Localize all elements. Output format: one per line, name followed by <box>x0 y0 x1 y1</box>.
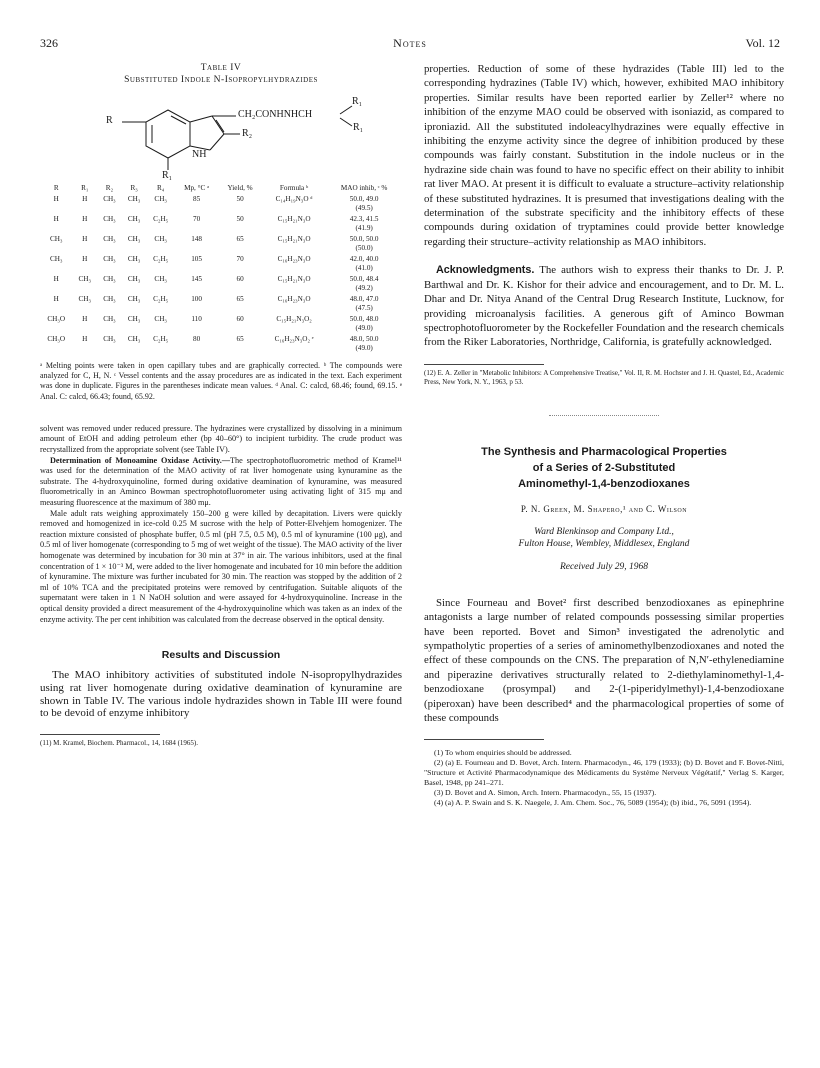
table-cell: CH₃ <box>127 255 141 263</box>
reference-item: (2) (a) E. Fourneau and D. Bovet, Arch. Intern. Pharmacodyn., 46, 179 (1933); (b) D. Bovet and F. Bovet-Nitti, "Structure et Activité Pharmacodynamique des Médicaments du Système Nerveux Végétatif," Verlag S. Karger, Basel, 1948, pp 241–271. <box>424 758 784 788</box>
table-cell: CH₃ <box>49 235 63 243</box>
table-cell: 145 <box>191 275 202 283</box>
reference-list <box>424 748 784 808</box>
page-number: 326 <box>40 36 58 50</box>
structure-r1-bottom-label: R₁ <box>162 170 173 181</box>
body-paragraph: Since Fourneau and Bovet² first described benzodioxanes as epinephrine antagonists a large number of related compounds possessing similar properties have been reported. Bovet and Simon³ investigated the adrenolytic and sympatholytic properties of a series of aminomethylbenzodioxanes and noted the effect of these compounds on the CNS. The preparation of N,N′-ethylenediamine and piperazine derivatives structurally related to 2-diethylaminomethyl-1,4-benzodioxane (prosympal) and 2-(1-piperidylmethyl)-1,4-benzodioxane (piperoxan) have been described⁴ and the pharmacological properties of some of these compounds <box>424 596 784 724</box>
data-table <box>40 184 402 353</box>
table-cell: C₂H₅ <box>153 295 169 303</box>
table-cell: 148 <box>191 235 202 243</box>
table-cell: CH₃ <box>103 315 116 323</box>
inhibition-values: 50.0, 48.4 <box>349 275 379 283</box>
right-column <box>424 62 784 808</box>
acknowledgments-paragraph <box>424 263 784 349</box>
structure-r1-right-label: R₁ <box>353 122 364 133</box>
subsection-heading: Determination of Monoamine Oxidase Activity.— <box>50 455 231 465</box>
chemical-structure <box>40 90 402 182</box>
inhibition-values: 48.0, 50.0 <box>349 335 379 343</box>
table-cell: 110 <box>191 315 202 323</box>
author-affiliation <box>424 526 784 550</box>
table-cell: H <box>82 215 88 223</box>
table-row <box>40 313 402 333</box>
section-heading: Results and Discussion <box>161 649 281 662</box>
indole-structure-diagram <box>40 90 402 182</box>
inhibition-mean: (49.0) <box>355 324 373 332</box>
table-cell: 70 <box>192 215 201 223</box>
table-cell <box>326 333 402 353</box>
table-cell: C₁₆H₂₃N₃O₂ ᵉ <box>274 335 314 343</box>
left-column <box>40 62 402 748</box>
table-cell: H <box>53 275 59 283</box>
inhibition-mean: (50.0) <box>355 244 373 252</box>
table-cell <box>326 233 402 253</box>
table-cell: CH₃ <box>154 315 167 323</box>
article-divider <box>549 415 659 416</box>
table-cell: C₂H₅ <box>153 335 169 343</box>
table-cell: CH₃ <box>78 295 92 303</box>
table-cell: 50 <box>236 215 244 223</box>
table-cell: C₁₆H₂₃N₃O <box>277 295 311 303</box>
structure-nh-label: NH <box>192 149 207 160</box>
footnote-rule <box>40 734 160 735</box>
table-cell: 70 <box>236 255 244 263</box>
table-footnotes: ᵃ Melting points were taken in open capillary tubes and are graphically corrected. ᵇ The compounds were analyzed for C, H, N. ᶜ Vessel contents and the assay procedures are as indicated in the text. Each experiment was done in duplicate. Figures in the parentheses indicate mean values. ᵈ Anal. C: calcd, 68.46; found, 69.15. ᵉ Anal. C: calcd, 66.43; found, 65.92. <box>40 361 402 401</box>
table-row <box>40 213 402 233</box>
table-cell: C₁₆H₂₃N₃O <box>277 255 311 263</box>
table-cell: CH₃ <box>127 195 141 203</box>
table-cell: CH₃O <box>47 315 66 323</box>
body-paragraph: properties. Reduction of some of these hydrazides (Table III) led to the corresponding hydrazines (Table IV) which, however, exhibited MAO inhibitory properties. Similar results have been reported earlier by Zeller¹² where no inhibition of the enzyme MAO could be observed with isoniazid, as compared to iproniazid. All the substituted indoleacylhydrazines were equally effective in inhibiting the enzyme activity since the degree of inhibition produced by these compounds was fairly constant. Substitution in the indole nucleus or in the hydrazine side chain was found to have no specific effect on their ability to inhibit rat liver MAO. At present it is difficult to evaluate a structure–activity relationship of these substituted hydrazines. It is presumed that investigations dealing with the determination of the substrate specificity and the inhibitory effects of these compounds during oxidation of tryptamines could provide better knowledge regarding their structure–activity relationship as MAO inhibitors. <box>424 63 784 248</box>
table-cell: CH₃ <box>154 275 167 283</box>
article-title <box>424 444 784 492</box>
table-cell: H <box>82 335 88 343</box>
table-cell <box>326 273 402 293</box>
reference-item: (3) D. Bovet and A. Simon, Arch. Intern. Pharmacodyn., 55, 15 (1937). <box>434 788 657 798</box>
table-row <box>40 233 402 253</box>
acknowledgments-heading: Acknowledgments. <box>436 264 535 277</box>
reference-item: (4) (a) A. P. Swain and S. K. Naegele, J. Am. Chem. Soc., 76, 5089 (1954); (b) ibid., 76, 5091 (1954). <box>434 798 752 808</box>
received-date: Received July 29, 1968 <box>559 561 649 572</box>
table-header-cell: R₂ <box>105 184 114 192</box>
table-cell: 65 <box>236 295 244 303</box>
inhibition-mean: (41.9) <box>355 224 373 232</box>
table-cell: H <box>53 295 59 303</box>
table-row <box>40 253 402 273</box>
table-header-cell: R₄ <box>157 184 165 192</box>
table-cell: 65 <box>236 235 244 243</box>
inhibition-values: 50.0, 48.0 <box>349 315 379 323</box>
structure-r2-label: R₂ <box>242 128 253 139</box>
table-cell: CH₃ <box>127 275 141 283</box>
table-cell: CH₃ <box>103 215 116 223</box>
article-title-line: Aminomethyl-1,4-benzodioxanes <box>518 477 690 490</box>
table-header-cell: Mp, °C ᵃ <box>184 184 210 192</box>
table-cell: C₁₅H₂₁N₃O <box>277 215 311 223</box>
table-cell: H <box>53 195 59 203</box>
table-cell: 85 <box>192 195 201 203</box>
table-cell: CH₃ <box>127 215 141 223</box>
table-cell: CH₃ <box>78 275 92 283</box>
structure-r-label: R <box>106 115 113 126</box>
table-cell: CH₃ <box>103 235 116 243</box>
table-cell <box>326 293 402 313</box>
inhibition-values: 48.0, 47.0 <box>349 295 379 303</box>
body-paragraph <box>40 456 402 509</box>
inhibition-mean: (41.0) <box>355 264 373 272</box>
table-cell: CH₃O <box>47 335 66 343</box>
inhibition-mean: (49.0) <box>355 344 373 352</box>
table-header-cell: Formula ᵇ <box>279 184 309 192</box>
table-row <box>40 273 402 293</box>
table-header-cell: R₃ <box>130 184 138 192</box>
reference-footnote: (12) E. A. Zeller in "Metabolic Inhibitors: A Comprehensive Treatise," Vol. II, R. M. Hochster and J. H. Quastel, Ed., Academic Press, New York, N. Y., 1963, p 53. <box>424 368 784 386</box>
inhibition-values: 42.3, 41.5 <box>349 215 379 223</box>
table-cell: CH₃ <box>127 295 141 303</box>
article-title-line: of a Series of 2-Substituted <box>532 461 676 474</box>
body-paragraph: solvent was removed under reduced pressure. The hydrazines were crystallized by dissolving in a minimum amount of EtOH and adding petroleum ether (bp 40–60°) to incipient turbidity. The crude product was recrystallized from the appropriate solvent (see Table IV). <box>40 423 402 454</box>
table-cell: 105 <box>191 255 202 263</box>
affiliation-line: Fulton House, Wembley, Middlesex, England <box>518 538 690 549</box>
table-cell: C₂H₅ <box>153 255 169 263</box>
table-cell: CH₃ <box>103 295 116 303</box>
body-paragraph: The MAO inhibitory activities of substituted indole N-isopropylhydrazides using rat liver homogenate during oxidative deamination of kynuramine are shown in Table IV. The various indole hydrazides shown in Table III were found to be devoid of enzyme inhibitory <box>40 669 402 720</box>
volume-label: Vol. 12 <box>745 36 780 50</box>
body-paragraph: Male adult rats weighing approximately 150–200 g were killed by decapitation. Livers were quickly removed and homogenized in ice-cold 0.25 M sucrose with the help of Potter-Elvehjem homogenizer. The reaction mixture consisted of phosphate buffer, 0.5 ml (pH 7.5, 0.5 M), 0.5 ml of kynuramine (100 μg), and 0.5 ml of liver homogenate (corresponding to 5 mg of wet weight of the tissue). The MAO activity of the liver homogenate was determined by incubation for 30 min at 37° in air. The various inhibitors, used at the final concentration of 1 × 10⁻³ M, were added to the liver homogenate and incubated for 10 min before the addition of kynuramine. The mixture was further incubated for 30 min. The reaction was stopped by the addition of 2 ml of 10% TCA and the precipitated proteins were removed by centrifugation. Suitable aliquots of the supernatant were taken in 1 N NaOH solution and were assayed for 4-hydroxyquinoline. Increase in the optical density provided a direct measurement of the 4-hydroxyquinoline which was taken as an index of the enzyme activity. The per cent inhibition was calculated from the decrease observed in the optical density. <box>40 508 402 624</box>
table-cell: H <box>82 195 88 203</box>
table-header-cell: MAO inhib, ᶜ % <box>340 184 388 192</box>
table-cell: CH₃ <box>103 275 116 283</box>
inhibition-mean: (49.2) <box>355 284 373 292</box>
running-header <box>40 36 780 52</box>
table-caption <box>40 62 402 86</box>
table-cell: CH₃ <box>127 235 141 243</box>
footnote-rule <box>424 364 544 365</box>
table-title: Substituted Indole N-Isopropylhydrazides <box>124 75 318 85</box>
affiliation-line: Ward Blenkinsop and Company Ltd., <box>534 526 674 537</box>
table-header-cell: Yield, % <box>227 184 253 192</box>
table-cell: CH₃ <box>103 195 116 203</box>
table-cell: C₁₅H₂₁N₃O₂ <box>276 315 312 323</box>
table-cell <box>326 193 402 213</box>
table-cell: 60 <box>236 315 244 323</box>
inhibition-values: 50.0, 49.0 <box>349 195 379 203</box>
reference-item: (1) To whom enquiries should be addressed. <box>434 748 572 758</box>
table-cell: H <box>82 255 88 263</box>
table-row <box>40 333 402 353</box>
table-cell: C₁₄H₁₉N₃O ᵈ <box>275 195 313 203</box>
footnote-rule <box>424 739 544 740</box>
section-name: Notes <box>393 36 427 50</box>
table-cell: H <box>53 215 59 223</box>
structure-chain-label: CH₂CONHNHCH <box>238 109 313 120</box>
table-cell <box>326 313 402 333</box>
table-cell: H <box>82 315 88 323</box>
table-cell: 50 <box>236 195 244 203</box>
table-number: Table IV <box>200 63 242 73</box>
table-cell: C₁₅H₂₁N₃O <box>277 235 311 243</box>
table-header-cell: R₁ <box>81 184 89 192</box>
article-title-line: The Synthesis and Pharmacological Properties <box>481 445 727 458</box>
reference-footnote: (11) M. Kramel, Biochem. Pharmacol., 14, 1684 (1965). <box>40 739 198 748</box>
article-authors: P. N. Green, M. Shapero,¹ and C. Wilson <box>520 503 688 514</box>
table-cell: 100 <box>191 295 202 303</box>
table-cell: CH₃ <box>154 235 167 243</box>
structure-r1-top-label: R₁ <box>352 96 363 107</box>
table-cell: CH₃ <box>103 335 116 343</box>
table-cell: CH₃ <box>154 195 167 203</box>
paragraph-text: The authors wish to express their thanks to Dr. J. P. Barthwal and Dr. K. Kishor for their advice and encouragement, and to Dr. M. L. Dhar and Dr. Nitya Anand of the Central Drug Research Institute, Lucknow, for providing microanalysis facilities. A generous gift of Aminco Bowman spectrophotofluorometer by the Rockefeller Foundation and the research chemicals from the Riker Laboratories, Northridge, California, is gratefully acknowledged. <box>424 264 784 349</box>
table-cell: CH₃ <box>49 255 63 263</box>
inhibition-mean: (49.5) <box>355 204 373 212</box>
table-cell: C₂H₅ <box>153 215 169 223</box>
inhibition-values: 50.0, 50.0 <box>349 235 379 243</box>
table-cell: 65 <box>236 335 244 343</box>
table-row <box>40 193 402 213</box>
table-header-row <box>40 184 402 193</box>
table-cell: C₁₅H₂₁N₃O <box>277 275 311 283</box>
table-cell: H <box>82 235 88 243</box>
table-header-cell: R <box>53 184 59 192</box>
table-cell <box>326 213 402 233</box>
inhibition-mean: (47.5) <box>355 304 373 312</box>
table-cell: CH₃ <box>127 335 141 343</box>
table-row <box>40 293 402 313</box>
table-cell: CH₃ <box>103 255 116 263</box>
inhibition-values: 42.0, 40.0 <box>349 255 379 263</box>
table-cell: 80 <box>192 335 201 343</box>
table-cell: 60 <box>236 275 244 283</box>
table-cell <box>326 253 402 273</box>
table-cell: CH₃ <box>127 315 141 323</box>
paragraph-text: The spectrophotofluorometric method of Kramel¹¹ was used for the determination of the MAO activity of rat liver homogenate using kynuramine as the substrate. The 4-hydroxyquinoline, formed during oxidative deamination of kynuramine, was measured fluorometrically in an Aminco Bowman spectrophotofluorometer using activating light of 315 mμ and measuring fluorescence at the maximum of 380 mμ. <box>40 455 402 507</box>
